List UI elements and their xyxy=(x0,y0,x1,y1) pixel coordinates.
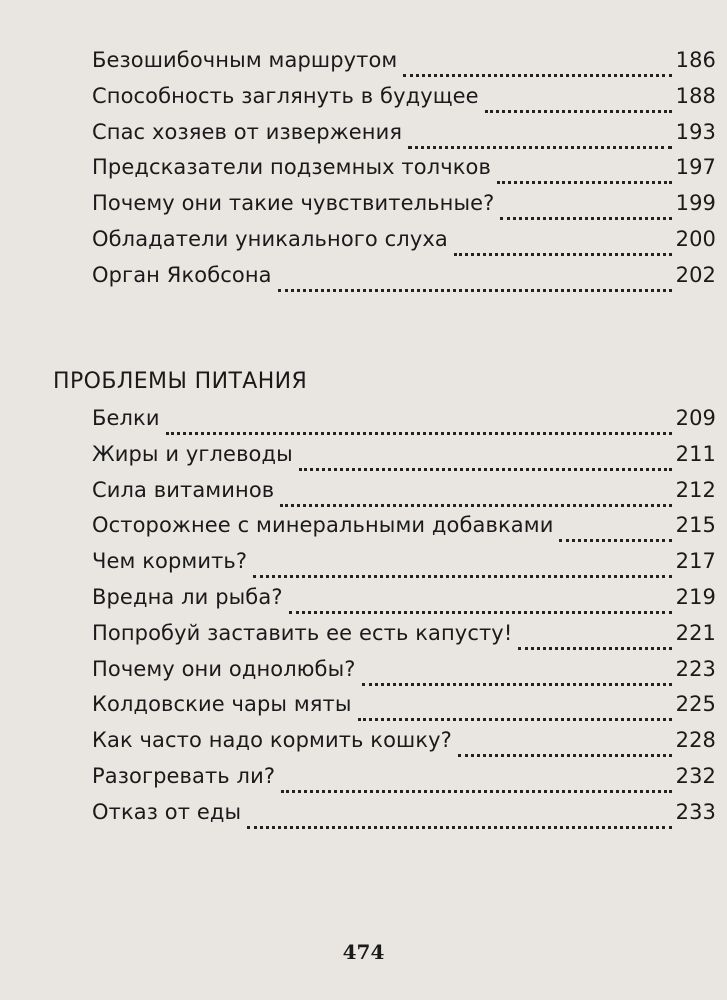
dot-leader xyxy=(358,718,672,721)
toc-entry-page: 219 xyxy=(675,585,716,609)
toc-entry-page: 232 xyxy=(675,764,716,788)
toc-entry[interactable] xyxy=(92,191,716,225)
toc-entry-page: 197 xyxy=(675,155,716,179)
toc-entry[interactable] xyxy=(92,263,716,297)
dot-leader xyxy=(247,826,671,829)
toc-entry-title: Спас хозяев от извержения xyxy=(92,120,403,144)
toc-entry[interactable] xyxy=(92,406,716,440)
toc-entry-page: 193 xyxy=(675,120,716,144)
toc-entry-title: Способность заглянуть в будущее xyxy=(92,84,479,108)
dot-leader xyxy=(497,181,672,184)
toc-entry-title: Разогревать ли? xyxy=(92,764,276,788)
toc-entry[interactable] xyxy=(92,764,716,798)
toc-entry-page: 212 xyxy=(675,478,716,502)
dot-leader xyxy=(559,539,671,542)
toc-entry-page: 233 xyxy=(675,800,716,824)
dot-leader xyxy=(281,790,672,793)
toc-entry[interactable] xyxy=(92,549,716,583)
dot-leader xyxy=(454,253,672,256)
toc-entry[interactable] xyxy=(92,728,716,762)
toc-entry-title: Осторожнее с минеральными добавками xyxy=(92,513,554,537)
toc-entry-title: Белки xyxy=(92,406,160,430)
toc-entry[interactable] xyxy=(92,621,716,655)
toc-entry-title: Почему они такие чувствительные? xyxy=(92,191,495,215)
toc-entry-page: 223 xyxy=(675,657,716,681)
toc-entry-title: Сила витаминов xyxy=(92,478,275,502)
toc-entry-page: 215 xyxy=(675,513,716,537)
toc-entry-page: 200 xyxy=(675,227,716,251)
toc-entry-page: 186 xyxy=(675,48,716,72)
toc-entry-title: Почему они однолюбы? xyxy=(92,657,356,681)
dot-leader xyxy=(485,110,672,113)
toc-entry-page: 217 xyxy=(675,549,716,573)
dot-leader xyxy=(299,468,672,471)
toc-entry-page: 199 xyxy=(675,191,716,215)
dot-leader xyxy=(518,647,671,650)
toc-entry-page: 221 xyxy=(675,621,716,645)
toc-entry-page: 211 xyxy=(675,442,716,466)
dot-leader xyxy=(278,289,672,292)
toc-entry-title: Предсказатели подземных толчков xyxy=(92,155,491,179)
toc-entry[interactable] xyxy=(92,478,716,512)
dot-leader xyxy=(458,754,672,757)
toc-entry-page: 188 xyxy=(675,84,716,108)
toc-entry[interactable] xyxy=(92,513,716,547)
dot-leader xyxy=(280,504,671,507)
toc-entry-title: Попробуй заставить ее есть капусту! xyxy=(92,621,513,645)
toc-entry-title: Обладатели уникального слуха xyxy=(92,227,448,251)
toc-entry-page: 209 xyxy=(675,406,716,430)
toc-entry-title: Колдовские чары мяты xyxy=(92,692,352,716)
toc-entry[interactable] xyxy=(92,442,716,476)
toc-entry-title: Как часто надо кормить кошку? xyxy=(92,728,452,752)
toc-entry[interactable] xyxy=(92,155,716,189)
page-number: 474 xyxy=(342,940,385,964)
toc-entry[interactable] xyxy=(92,84,716,118)
toc-entry[interactable] xyxy=(92,800,716,834)
toc-entry[interactable] xyxy=(92,692,716,726)
toc-entry[interactable] xyxy=(92,48,716,82)
dot-leader xyxy=(289,611,672,614)
toc-entry[interactable] xyxy=(92,657,716,691)
dot-leader xyxy=(500,217,671,220)
dot-leader xyxy=(408,146,672,149)
toc-entry-title: Чем кормить? xyxy=(92,549,248,573)
toc-entry[interactable] xyxy=(92,585,716,619)
dot-leader xyxy=(362,683,672,686)
toc-entry[interactable] xyxy=(92,227,716,261)
dot-leader xyxy=(253,575,671,578)
toc-entry-page: 225 xyxy=(675,692,716,716)
toc-entry[interactable] xyxy=(92,120,716,154)
dot-leader xyxy=(403,74,671,77)
toc-entry-title: Жиры и углеводы xyxy=(92,442,293,466)
toc-entry-page: 228 xyxy=(675,728,716,752)
toc-entry-title: Вредна ли рыба? xyxy=(92,585,283,609)
toc-entry-page: 202 xyxy=(675,263,716,287)
toc-entry-title: Безошибочным маршрутом xyxy=(92,48,398,72)
toc-entry-title: Орган Якобсона xyxy=(92,263,272,287)
toc-entry-title: Отказ от еды xyxy=(92,800,242,824)
dot-leader xyxy=(166,432,672,435)
section-heading: ПРОБЛЕМЫ ПИТАНИЯ xyxy=(53,369,308,394)
